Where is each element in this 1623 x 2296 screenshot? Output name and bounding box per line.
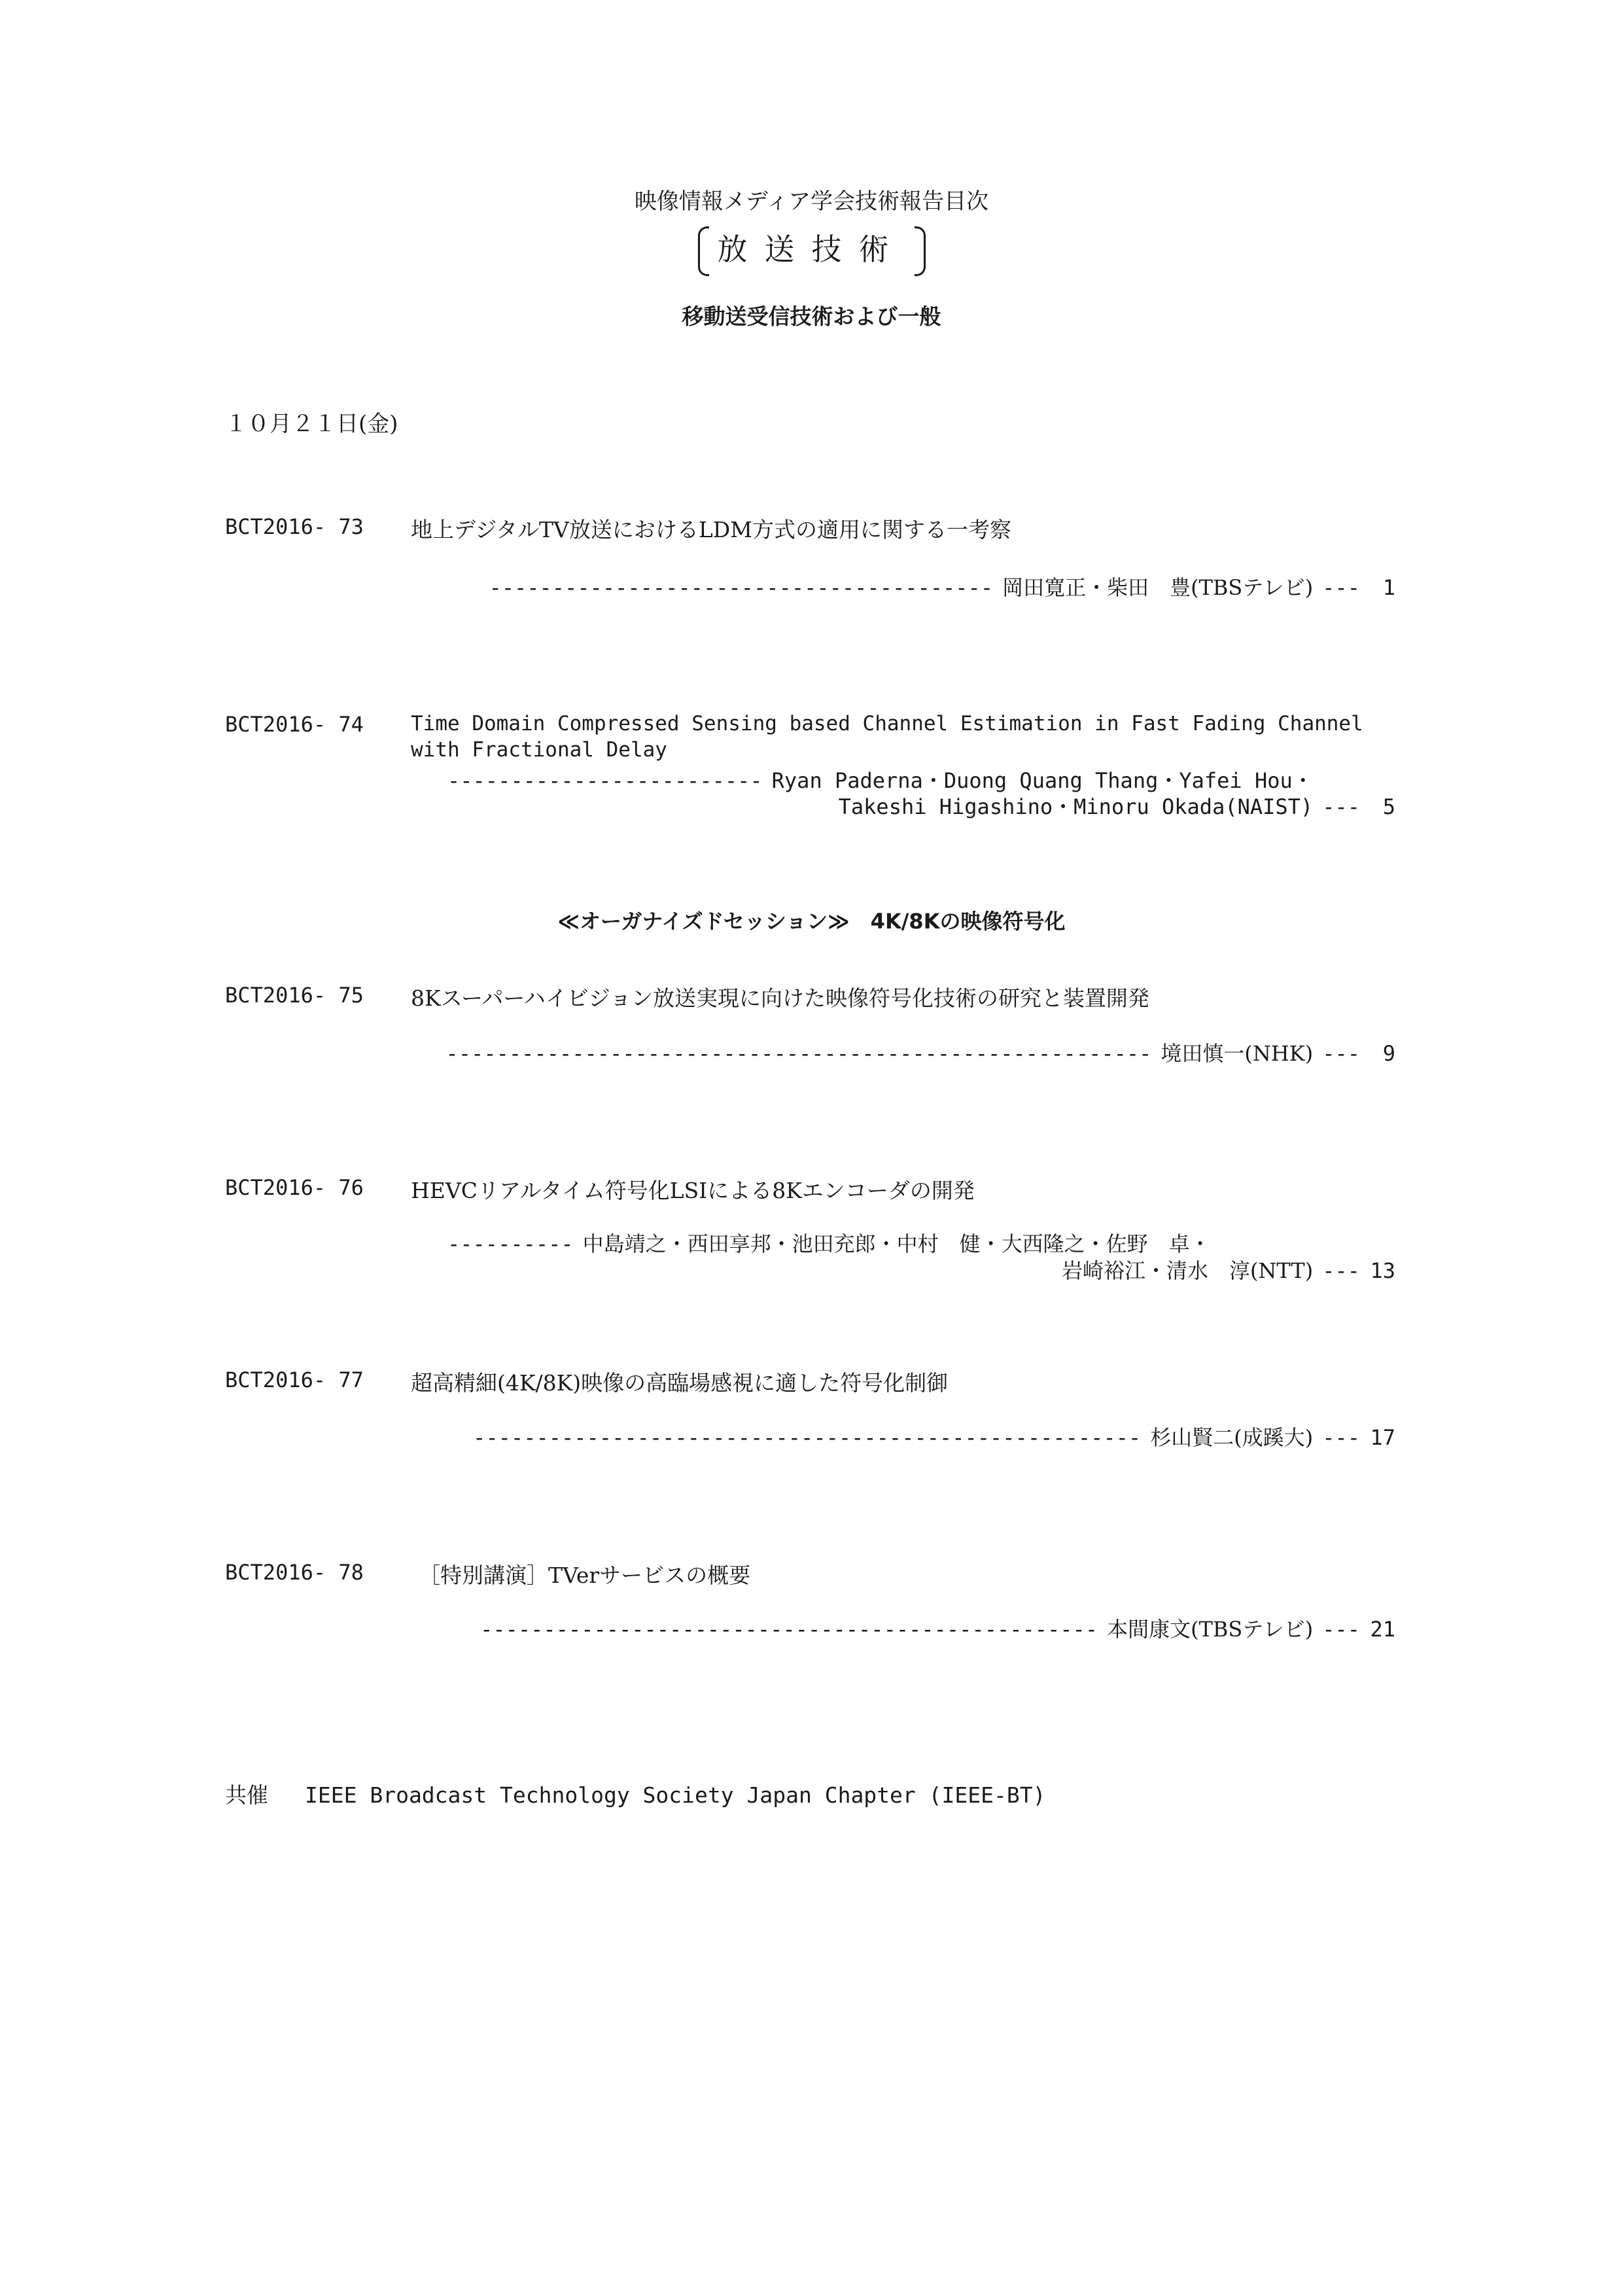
leader-dashes: -----------------------------------------------------	[473, 1425, 1142, 1450]
entry-authors: 境田慎一(NHK)	[1161, 1041, 1314, 1066]
entry-page: 17	[1370, 1425, 1395, 1450]
meeting-date: １０月２１日(金)	[225, 411, 398, 437]
leader-dashes-trail: ---	[1322, 575, 1360, 600]
cosponsor-org: IEEE Broadcast Technology Society Japan Chapter (IEEE-BT)	[305, 1782, 1046, 1808]
cosponsor-label: 共催	[225, 1782, 268, 1808]
entry-title: HEVCリアルタイム符号化LSIによる8Kエンコーダの開発	[411, 1178, 975, 1203]
entry-title-continued: with Fractional Delay	[411, 738, 667, 762]
leader-dashes: ----------------------------------------	[489, 575, 994, 600]
entry-author-line	[447, 1227, 1211, 1258]
entry-page: 21	[1370, 1617, 1395, 1642]
entry-page: 1	[1382, 575, 1395, 600]
leader-dashes-trail: ---	[1322, 794, 1360, 819]
entry-authors: Ryan Paderna・Duong Quang Thang・Yafei Hou・	[771, 768, 1314, 793]
left-bracket-icon	[698, 226, 709, 276]
entry-author-line	[446, 1037, 1395, 1067]
leader-dashes-trail: ---	[1322, 1425, 1360, 1450]
entry-author-line	[473, 1421, 1395, 1451]
entry-title: 超高精細(4K/8K)映像の高臨場感視に適した符号化制御	[411, 1370, 949, 1396]
right-bracket-icon	[915, 226, 926, 276]
entry-page: 13	[1370, 1258, 1395, 1283]
entry-authors: 岡田寛正・柴田 豊(TBSテレビ)	[1002, 575, 1314, 600]
entry-code: BCT2016- 74	[225, 712, 364, 737]
leader-dashes-trail: ---	[1322, 1041, 1360, 1066]
category-box	[698, 222, 926, 276]
leader-dashes: -------------------------------------------------	[480, 1617, 1098, 1642]
entry-title: Time Domain Compressed Sensing based Channel Estimation in Fast Fading Channel	[411, 712, 1363, 735]
leader-dashes: -------------------------	[447, 768, 763, 793]
entry-author-line	[489, 571, 1395, 601]
category-heading	[0, 222, 1623, 276]
entry-author-line-2	[839, 790, 1395, 821]
entry-title: ［特別講演］TVerサービスの概要	[419, 1563, 751, 1588]
entry-page: 9	[1382, 1041, 1395, 1066]
entry-title: 8Kスーパーハイビジョン放送実現に向けた映像符号化技術の研究と装置開発	[411, 985, 1150, 1011]
leader-dashes-trail: ---	[1322, 1617, 1360, 1642]
leader-dashes: --------------------------------------------------------	[445, 1041, 1152, 1066]
society-title: 映像情報メディア学会技術報告目次	[634, 188, 989, 215]
entry-page: 5	[1382, 794, 1395, 819]
leader-dashes-trail: ---	[1322, 1258, 1360, 1283]
entry-authors: 中島靖之・西田享邦・池田充郎・中村 健・大西隆之・佐野 卓・	[582, 1231, 1211, 1256]
entry-title: 地上デジタルTV放送におけるLDM方式の適用に関する一考察	[411, 517, 1012, 542]
entry-code: BCT2016- 75	[225, 983, 364, 1008]
entry-code: BCT2016- 76	[225, 1175, 364, 1200]
entry-authors-continued: 岩崎裕江・清水 淳(NTT)	[1061, 1258, 1314, 1283]
cosponsor-line	[225, 1778, 1045, 1809]
leader-dashes: ----------	[447, 1231, 574, 1256]
entry-author-line-2	[1062, 1254, 1395, 1284]
organized-session-heading: ≪オーガナイズドセッション≫ 4K/8Kの映像符号化	[557, 909, 1066, 934]
entry-code: BCT2016- 77	[225, 1368, 364, 1392]
entry-code: BCT2016- 78	[225, 1560, 364, 1585]
entry-authors: 本間康文(TBSテレビ)	[1107, 1617, 1314, 1642]
entry-authors: 杉山賢二(成蹊大)	[1150, 1425, 1314, 1450]
entry-authors-continued: Takeshi Higashino・Minoru Okada(NAIST)	[838, 794, 1314, 819]
entry-author-line	[480, 1613, 1395, 1643]
entry-code: BCT2016- 73	[225, 514, 364, 539]
category-label: 放送技術	[717, 232, 906, 267]
session-theme: 移動送受信技術および一般	[682, 304, 941, 329]
